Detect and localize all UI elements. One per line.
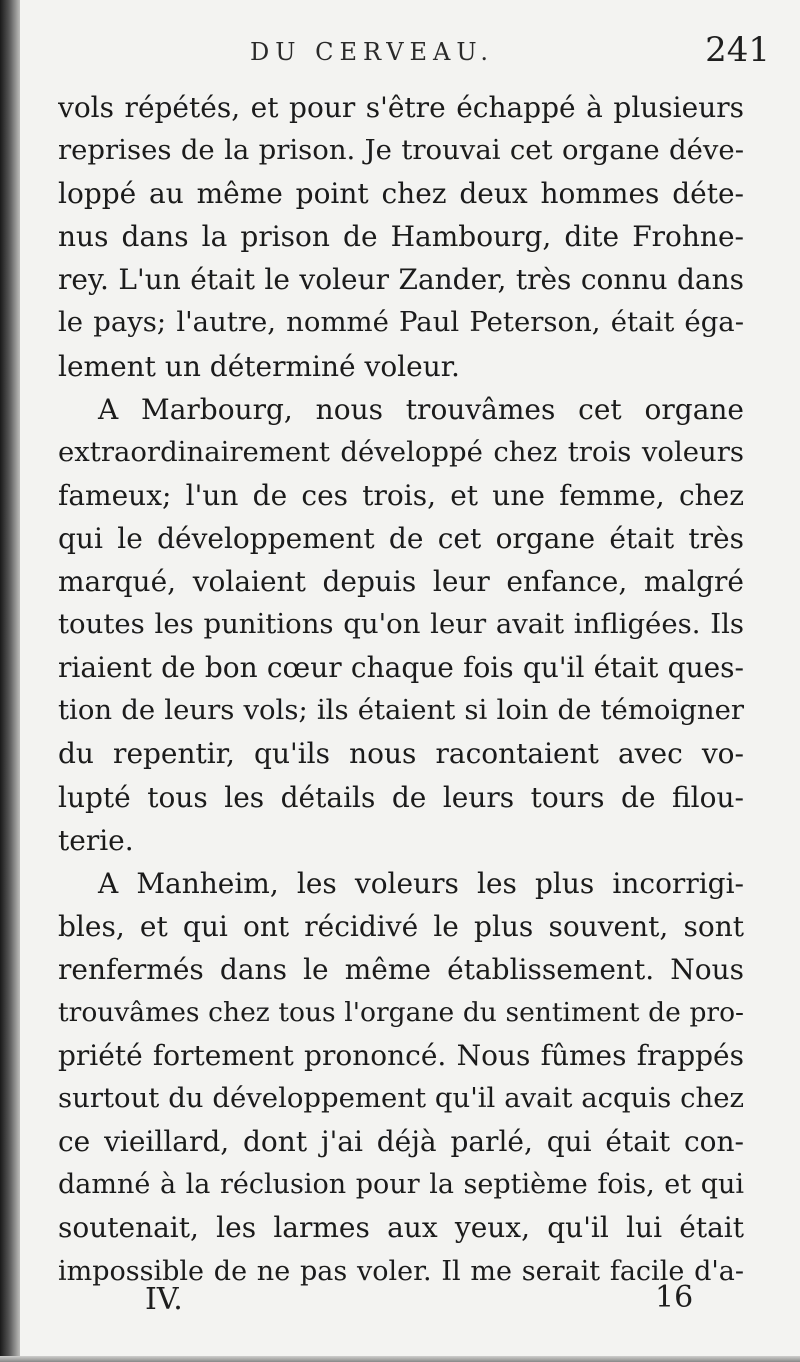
- text-line: A Marbourg, nous trouvâmes cet organe: [98, 392, 744, 426]
- text-line: tion de leurs vols; ils étaient si loin de témoigner: [58, 694, 744, 727]
- signature-mark: IV.: [145, 1282, 183, 1317]
- body-text: [58, 86, 744, 1293]
- text-line: priété fortement prononcé. Nous fûmes frappés: [58, 1039, 744, 1073]
- text-line: qui le développement de cet organe était très: [58, 521, 744, 555]
- page-gutter-shadow: [0, 0, 20, 1362]
- text-line: nus dans la prison de Hambourg, dite Frohne-: [58, 220, 744, 254]
- page-number: 241: [705, 30, 770, 70]
- text-line: reprises de la prison. Je trouvai cet organe déve-: [58, 134, 744, 167]
- text-line: marqué, volaient depuis leur enfance, malgré: [58, 565, 744, 599]
- text-line: le pays; l'autre, nommé Paul Peterson, était éga-: [58, 306, 744, 339]
- text-line: surtout du développement qu'il avait acquis chez: [58, 1082, 744, 1115]
- text-line: toutes les punitions qu'on leur avait infligées. Ils: [58, 608, 744, 641]
- text-line: loppé au même point chez deux hommes déte-: [58, 177, 744, 211]
- text-line: bles, et qui ont récidivé le plus souvent, sont: [58, 909, 744, 943]
- text-line: lement un déterminé voleur.: [58, 349, 460, 383]
- text-line: damné à la réclusion pour la septième fois, et qui: [58, 1169, 744, 1201]
- text-line: renfermés dans le même établissement. Nous: [58, 952, 744, 986]
- text-line: trouvâmes chez tous l'organe du sentiment de pro-: [58, 996, 744, 1028]
- text-line: riaient de bon cœur chaque fois qu'il était ques-: [58, 651, 744, 685]
- text-line: rey. L'un était le voleur Zander, très connu dans: [58, 263, 744, 297]
- text-line: fameux; l'un de ces trois, et une femme, chez: [58, 478, 744, 512]
- text-line: A Manheim, les voleurs les plus incorrigi-: [98, 866, 744, 900]
- page-bottom-edge: [0, 1356, 800, 1362]
- text-line: terie.: [58, 823, 134, 857]
- text-line: vols répétés, et pour s'être échappé à plusieurs: [58, 91, 744, 124]
- text-line: soutenait, les larmes aux yeux, qu'il lui était: [58, 1211, 744, 1245]
- text-line: impossible de ne pas voler. Il me serait facile d'a-: [58, 1255, 744, 1287]
- text-line: lupté tous les détails de leurs tours de filou-: [58, 780, 744, 814]
- text-line: ce vieillard, dont j'ai déjà parlé, qui était con-: [58, 1125, 744, 1159]
- signature-number: 16: [655, 1280, 694, 1315]
- text-line: du repentir, qu'ils nous racontaient avec vo-: [58, 737, 744, 771]
- running-title: DU CERVEAU.: [250, 38, 495, 66]
- text-line: extraordinairement développé chez trois voleurs: [58, 435, 744, 468]
